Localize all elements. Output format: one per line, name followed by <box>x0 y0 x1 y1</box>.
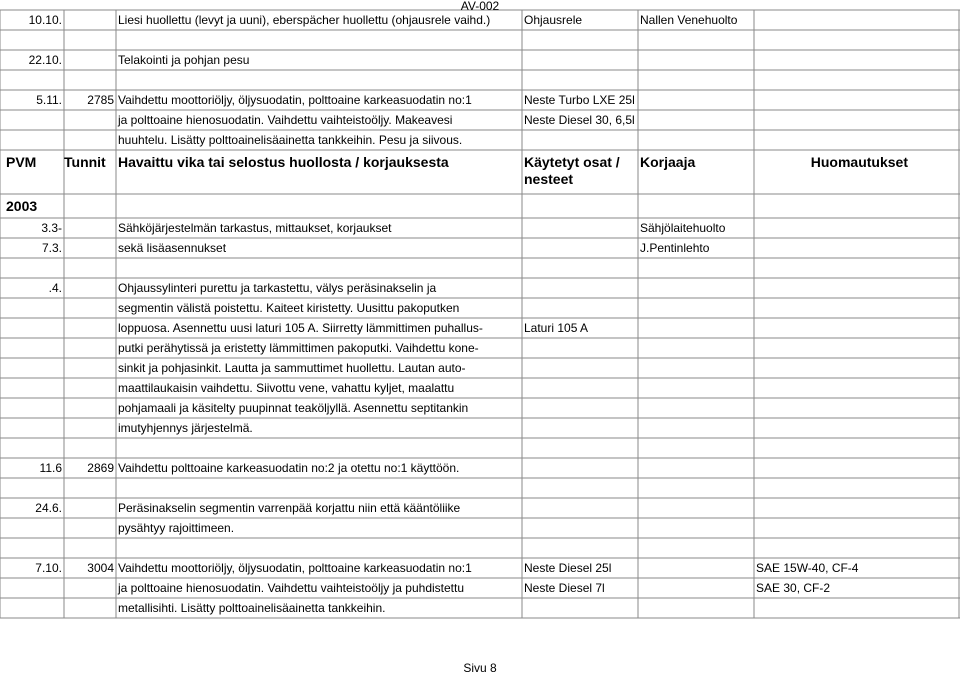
table-row <box>0 478 960 498</box>
table-row <box>0 90 960 110</box>
cell-kaytetyt: Ohjausrele <box>524 13 583 27</box>
cell-havaittu: Ohjaussylinteri purettu ja tarkastettu, välys peräsinakselin ja <box>118 281 437 295</box>
table-row <box>0 258 960 278</box>
table-row <box>0 298 960 318</box>
cell-kaytetyt: Neste Diesel 7l <box>524 581 605 595</box>
table-row <box>0 338 960 358</box>
header-tunnit: Tunnit <box>64 154 106 170</box>
cell-tunnit: 2869 <box>87 461 114 475</box>
cell-kaytetyt: Neste Diesel 30, 6,5l <box>524 113 635 127</box>
table-row <box>0 130 960 150</box>
cell-tunnit: 3004 <box>87 561 114 575</box>
table-row <box>0 598 960 618</box>
cell-huomautukset: SAE 15W-40, CF-4 <box>756 561 859 575</box>
table-row <box>0 418 960 438</box>
table-row <box>0 438 960 458</box>
cell-havaittu: Telakointi ja pohjan pesu <box>118 53 250 67</box>
cell-pvm: 10.10. <box>28 13 62 27</box>
cell-pvm: 11.6 <box>39 461 62 475</box>
cell-havaittu: sekä lisäasennukset <box>118 241 227 255</box>
cell-pvm: .4. <box>48 281 62 295</box>
cell-havaittu: pysähtyy rajoittimeen. <box>118 521 235 535</box>
header-kaytetyt: Käytetyt osat / nesteet <box>524 154 620 187</box>
cell-korjaaja: Nallen Venehuolto <box>640 13 738 27</box>
cell-korjaaja: Sähjölaitehuolto <box>640 221 726 235</box>
table-row <box>0 110 960 130</box>
cell-havaittu: Vaihdettu polttoaine karkeasuodatin no:2 ja otettu no:1 käyttöön. <box>118 461 460 475</box>
cell-havaittu: imutyhjennys järjestelmä. <box>118 421 253 435</box>
table-row <box>0 538 960 558</box>
cell-korjaaja: J.Pentinlehto <box>640 241 710 255</box>
cell-pvm: 22.10. <box>28 53 62 67</box>
page-number: Sivu 8 <box>463 661 497 675</box>
cell-pvm: 7.3. <box>41 241 62 255</box>
cell-havaittu: ja polttoaine hienosuodatin. Vaihdettu vaihteistoöljy. Makeavesi <box>118 113 453 127</box>
cell-havaittu: ja polttoaine hienosuodatin. Vaihdettu vaihteistoöljy ja puhdistettu <box>118 581 465 595</box>
table-row <box>0 318 960 338</box>
cell-havaittu: Vaihdettu moottoriöljy, öljysuodatin, polttoaine karkeasuodatin no:1 <box>118 93 472 107</box>
header-pvm: PVM <box>6 154 37 170</box>
cell-kaytetyt: Laturi 105 A <box>524 321 589 335</box>
table-row <box>0 398 960 418</box>
year-row <box>0 194 960 218</box>
table-header-row <box>0 150 960 194</box>
table-row <box>0 578 960 598</box>
header-huomautukset: Huomautukset <box>810 154 908 170</box>
year-label: 2003 <box>6 198 38 214</box>
cell-havaittu: Liesi huollettu (levyt ja uuni), eberspächer huollettu (ohjausrele vaihd.) <box>118 13 491 27</box>
table-row <box>0 10 960 30</box>
cell-pvm: 7.10. <box>35 561 62 575</box>
cell-havaittu: Peräsinakselin segmentin varrenpää korjattu niin että kääntöliike <box>118 501 461 515</box>
cell-huomautukset: SAE 30, CF-2 <box>756 581 831 595</box>
table-row <box>0 218 960 238</box>
cell-havaittu: sinkit ja pohjasinkit. Lautta ja sammuttimet huollettu. Lautan auto- <box>118 361 466 375</box>
cell-havaittu: maattilaukaisin vaihdettu. Siivottu vene, vahattu kyljet, maalattu <box>118 381 455 395</box>
table-row <box>0 498 960 518</box>
cell-tunnit: 2785 <box>87 93 114 107</box>
cell-pvm: 5.11. <box>36 93 62 107</box>
table-row <box>0 458 960 478</box>
table-row <box>0 518 960 538</box>
table-row <box>0 30 960 50</box>
cell-pvm: 24.6. <box>35 501 62 515</box>
cell-kaytetyt: Neste Diesel 25l <box>524 561 612 575</box>
header-havaittu: Havaittu vika tai selostus huollosta / korjauksesta <box>118 154 449 170</box>
table-row <box>0 50 960 70</box>
cell-havaittu: huuhtelu. Lisätty polttoainelisäainetta tankkeihin. Pesu ja siivous. <box>118 133 463 147</box>
table-row <box>0 558 960 578</box>
cell-pvm: 3.3- <box>41 221 62 235</box>
table-row <box>0 70 960 90</box>
cell-havaittu: segmentin välistä poistettu. Kaiteet kiristetty. Uusittu pakoputken <box>118 301 460 315</box>
cell-havaittu: loppuosa. Asennettu uusi laturi 105 A. Siirretty lämmittimen puhallus- <box>118 321 483 335</box>
table-row <box>0 238 960 258</box>
cell-havaittu: metallisihti. Lisätty polttoainelisäainetta tankkeihin. <box>118 601 386 615</box>
cell-havaittu: Sähköjärjestelmän tarkastus, mittaukset, korjaukset <box>118 221 392 235</box>
table-row <box>0 278 960 298</box>
table-row <box>0 358 960 378</box>
cell-havaittu: pohjamaali ja käsitelty puupinnat teaköljyllä. Asennettu septitankin <box>118 401 469 415</box>
document-code: AV-002 <box>460 0 500 13</box>
cell-havaittu: Vaihdettu moottoriöljy, öljysuodatin, polttoaine karkeasuodatin no:1 <box>118 561 472 575</box>
cell-kaytetyt: Neste Turbo LXE 25l <box>524 93 635 107</box>
header-korjaaja: Korjaaja <box>640 154 696 170</box>
cell-havaittu: putki perähytissä ja eristetty lämmittimen pakoputki. Vaihdettu kone- <box>118 341 479 355</box>
table-row <box>0 378 960 398</box>
